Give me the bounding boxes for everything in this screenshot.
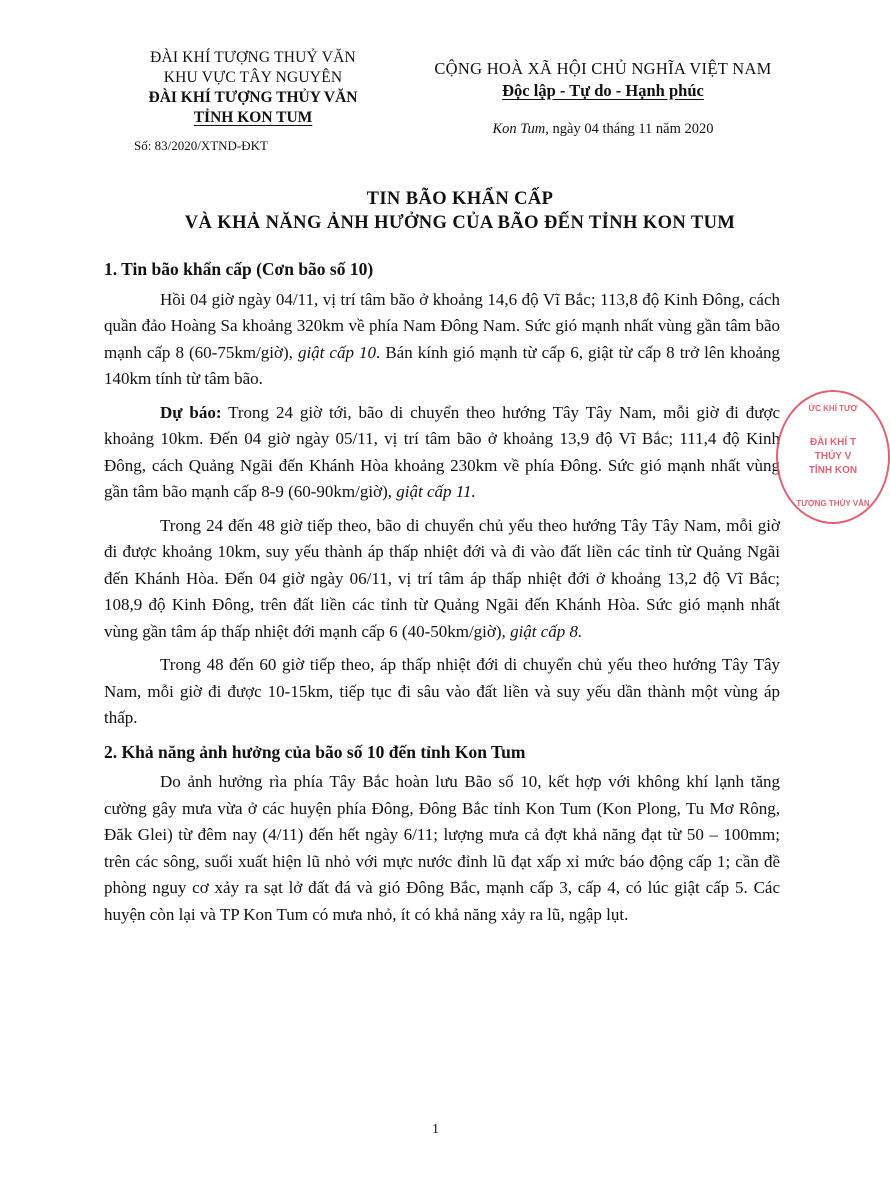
official-seal-stamp bbox=[776, 390, 890, 524]
parent-agency-line-2: KHU VỰC TÂY NGUYÊN bbox=[163, 69, 343, 86]
forecast-label: Dự báo: bbox=[160, 402, 222, 422]
date-place: Kon Tum bbox=[492, 121, 546, 137]
section-2-heading: 2. Khả năng ảnh hưởng của bão số 10 đến tỉnh Kon Tum bbox=[104, 741, 526, 762]
issuing-agency-block bbox=[128, 48, 378, 156]
title-line-1: TIN BÃO KHẨN CẤP bbox=[366, 189, 554, 209]
date-text: , ngày 04 tháng 11 năm 2020 bbox=[545, 121, 714, 137]
document-body bbox=[104, 256, 780, 935]
national-motto: Độc lập - Tự do - Hạnh phúc bbox=[502, 81, 704, 100]
section-1-forecast-paragraph bbox=[104, 400, 780, 506]
section-2-paragraph-1: Do ảnh hưởng rìa phía Tây Bắc hoàn lưu Bão số 10, kết hợp với không khí lạnh tăng cường gây mưa vừa ở các huyện phía Đông, Đông Bắc tỉnh Kon Tum (Kon Plong, Tu Mơ Rông, Đăk Glei) từ đêm nay (4/11) đến hết ngày 6/11; lượng mưa cả đợt khả năng đạt từ 50 – 100mm; trên các sông, suối xuất hiện lũ nhỏ với mực nước đỉnh lũ đạt xấp xỉ mức báo động cấp 1; cần đề phòng nguy cơ xảy ra sạt lở đất đá và gió Đông Bắc, mạnh cấp 3, cấp 4, có lúc giật cấp 5. Các huyện còn lại và TP Kon Tum có mưa nhỏ, ít có khả năng xảy ra lũ, ngập lụt. bbox=[104, 772, 780, 924]
date-line bbox=[418, 118, 788, 140]
stamp-top-text: ỨC KHÍ TƯỢ bbox=[808, 404, 858, 413]
para-italic: giật cấp 8. bbox=[510, 621, 583, 641]
stamp-line-2: THỦY V bbox=[814, 451, 852, 462]
document-number: Số: 83/2020/XTND-ĐKT bbox=[134, 138, 268, 153]
title-line-2: VÀ KHẢ NĂNG ẢNH HƯỞNG CỦA BÃO ĐẾN TỈNH KON TUM bbox=[184, 213, 736, 233]
nation-name: CỘNG HOÀ XÃ HỘI CHỦ NGHĨA VIỆT NAM bbox=[434, 59, 772, 78]
section-1-paragraph-3 bbox=[104, 513, 780, 646]
parent-agency-line-1: ĐÀI KHÍ TƯỢNG THUỶ VĂN bbox=[150, 49, 356, 66]
stamp-center-text bbox=[778, 436, 888, 478]
document-title bbox=[100, 187, 820, 235]
stamp-line-1: ĐÀI KHÍ T bbox=[809, 437, 857, 448]
section-1-paragraph-1 bbox=[104, 287, 780, 393]
para-italic: giật cấp 11. bbox=[396, 482, 476, 501]
page-number: 1 bbox=[432, 1122, 439, 1137]
stamp-bottom-text: TƯỢNG THỦY VĂN bbox=[796, 499, 870, 508]
section-1-paragraph-4: Trong 48 đến 60 giờ tiếp theo, áp thấp nhiệt đới di chuyển chủ yếu theo hướng Tây Tây Nam, mỗi giờ đi được 10-15km, tiếp tục đi sâu vào đất liền và suy yếu dần thành một vùng áp thấp. bbox=[104, 655, 780, 727]
para-text: Trong 24 giờ tới, bão di chuyển theo hướng Tây Tây Nam, mỗi giờ đi được khoảng 10km. Đến 04 giờ ngày 05/11, vị trí tâm bão ở khoảng 13,9 độ Vĩ Bắc; 111,4 độ Kinh Đông, cách Quảng Ngãi đến Khánh Hòa khoảng 230km về phía Đông. Sức gió mạnh nhất vùng gần tâm bão mạnh cấp 8-9 (60-90km/giờ), bbox=[104, 402, 780, 501]
para-tail: . Bán kính gió mạnh từ cấp 6, giật từ cấp 8 trở lên khoảng 140km tính từ tâm bão. bbox=[104, 342, 780, 388]
national-header-block bbox=[418, 58, 788, 140]
agency-name-line-1: ĐÀI KHÍ TƯỢNG THỦY VĂN bbox=[148, 89, 358, 106]
stamp-line-3: TỈNH KON bbox=[808, 465, 858, 476]
section-1-heading: 1. Tin bão khẩn cấp (Cơn bão số 10) bbox=[104, 259, 374, 279]
agency-name-line-2: TỈNH KON TUM bbox=[193, 109, 313, 126]
para-text: Trong 24 đến 48 giờ tiếp theo, bão di chuyển chủ yếu theo hướng Tây Tây Nam, mỗi giờ đi được khoảng 10km, suy yếu thành áp thấp nhiệt đới và đi vào đất liền các tỉnh từ Quảng Ngãi đến Khánh Hòa. Đến 04 giờ ngày 06/11, vị trí tâm áp thấp nhiệt đới ở khoảng 13,2 độ Vĩ Bắc; 108,9 độ Kinh Đông, trên đất liền các tỉnh từ Quảng Ngãi đến Khánh Hòa. Sức gió mạnh nhất vùng gần tâm áp thấp nhiệt đới mạnh cấp 6 (40-50km/giờ), bbox=[104, 515, 780, 641]
para-text: Hồi 04 giờ ngày 04/11, vị trí tâm bão ở khoảng 14,6 độ Vĩ Bắc; 113,8 độ Kinh Đông, cách quần đảo Hoàng Sa khoảng 320km về phía Nam Đông Nam. Sức gió mạnh nhất vùng gần tâm bão mạnh cấp 8 (60-75km/giờ), bbox=[104, 289, 780, 362]
para-italic: giật cấp 10 bbox=[297, 342, 377, 362]
